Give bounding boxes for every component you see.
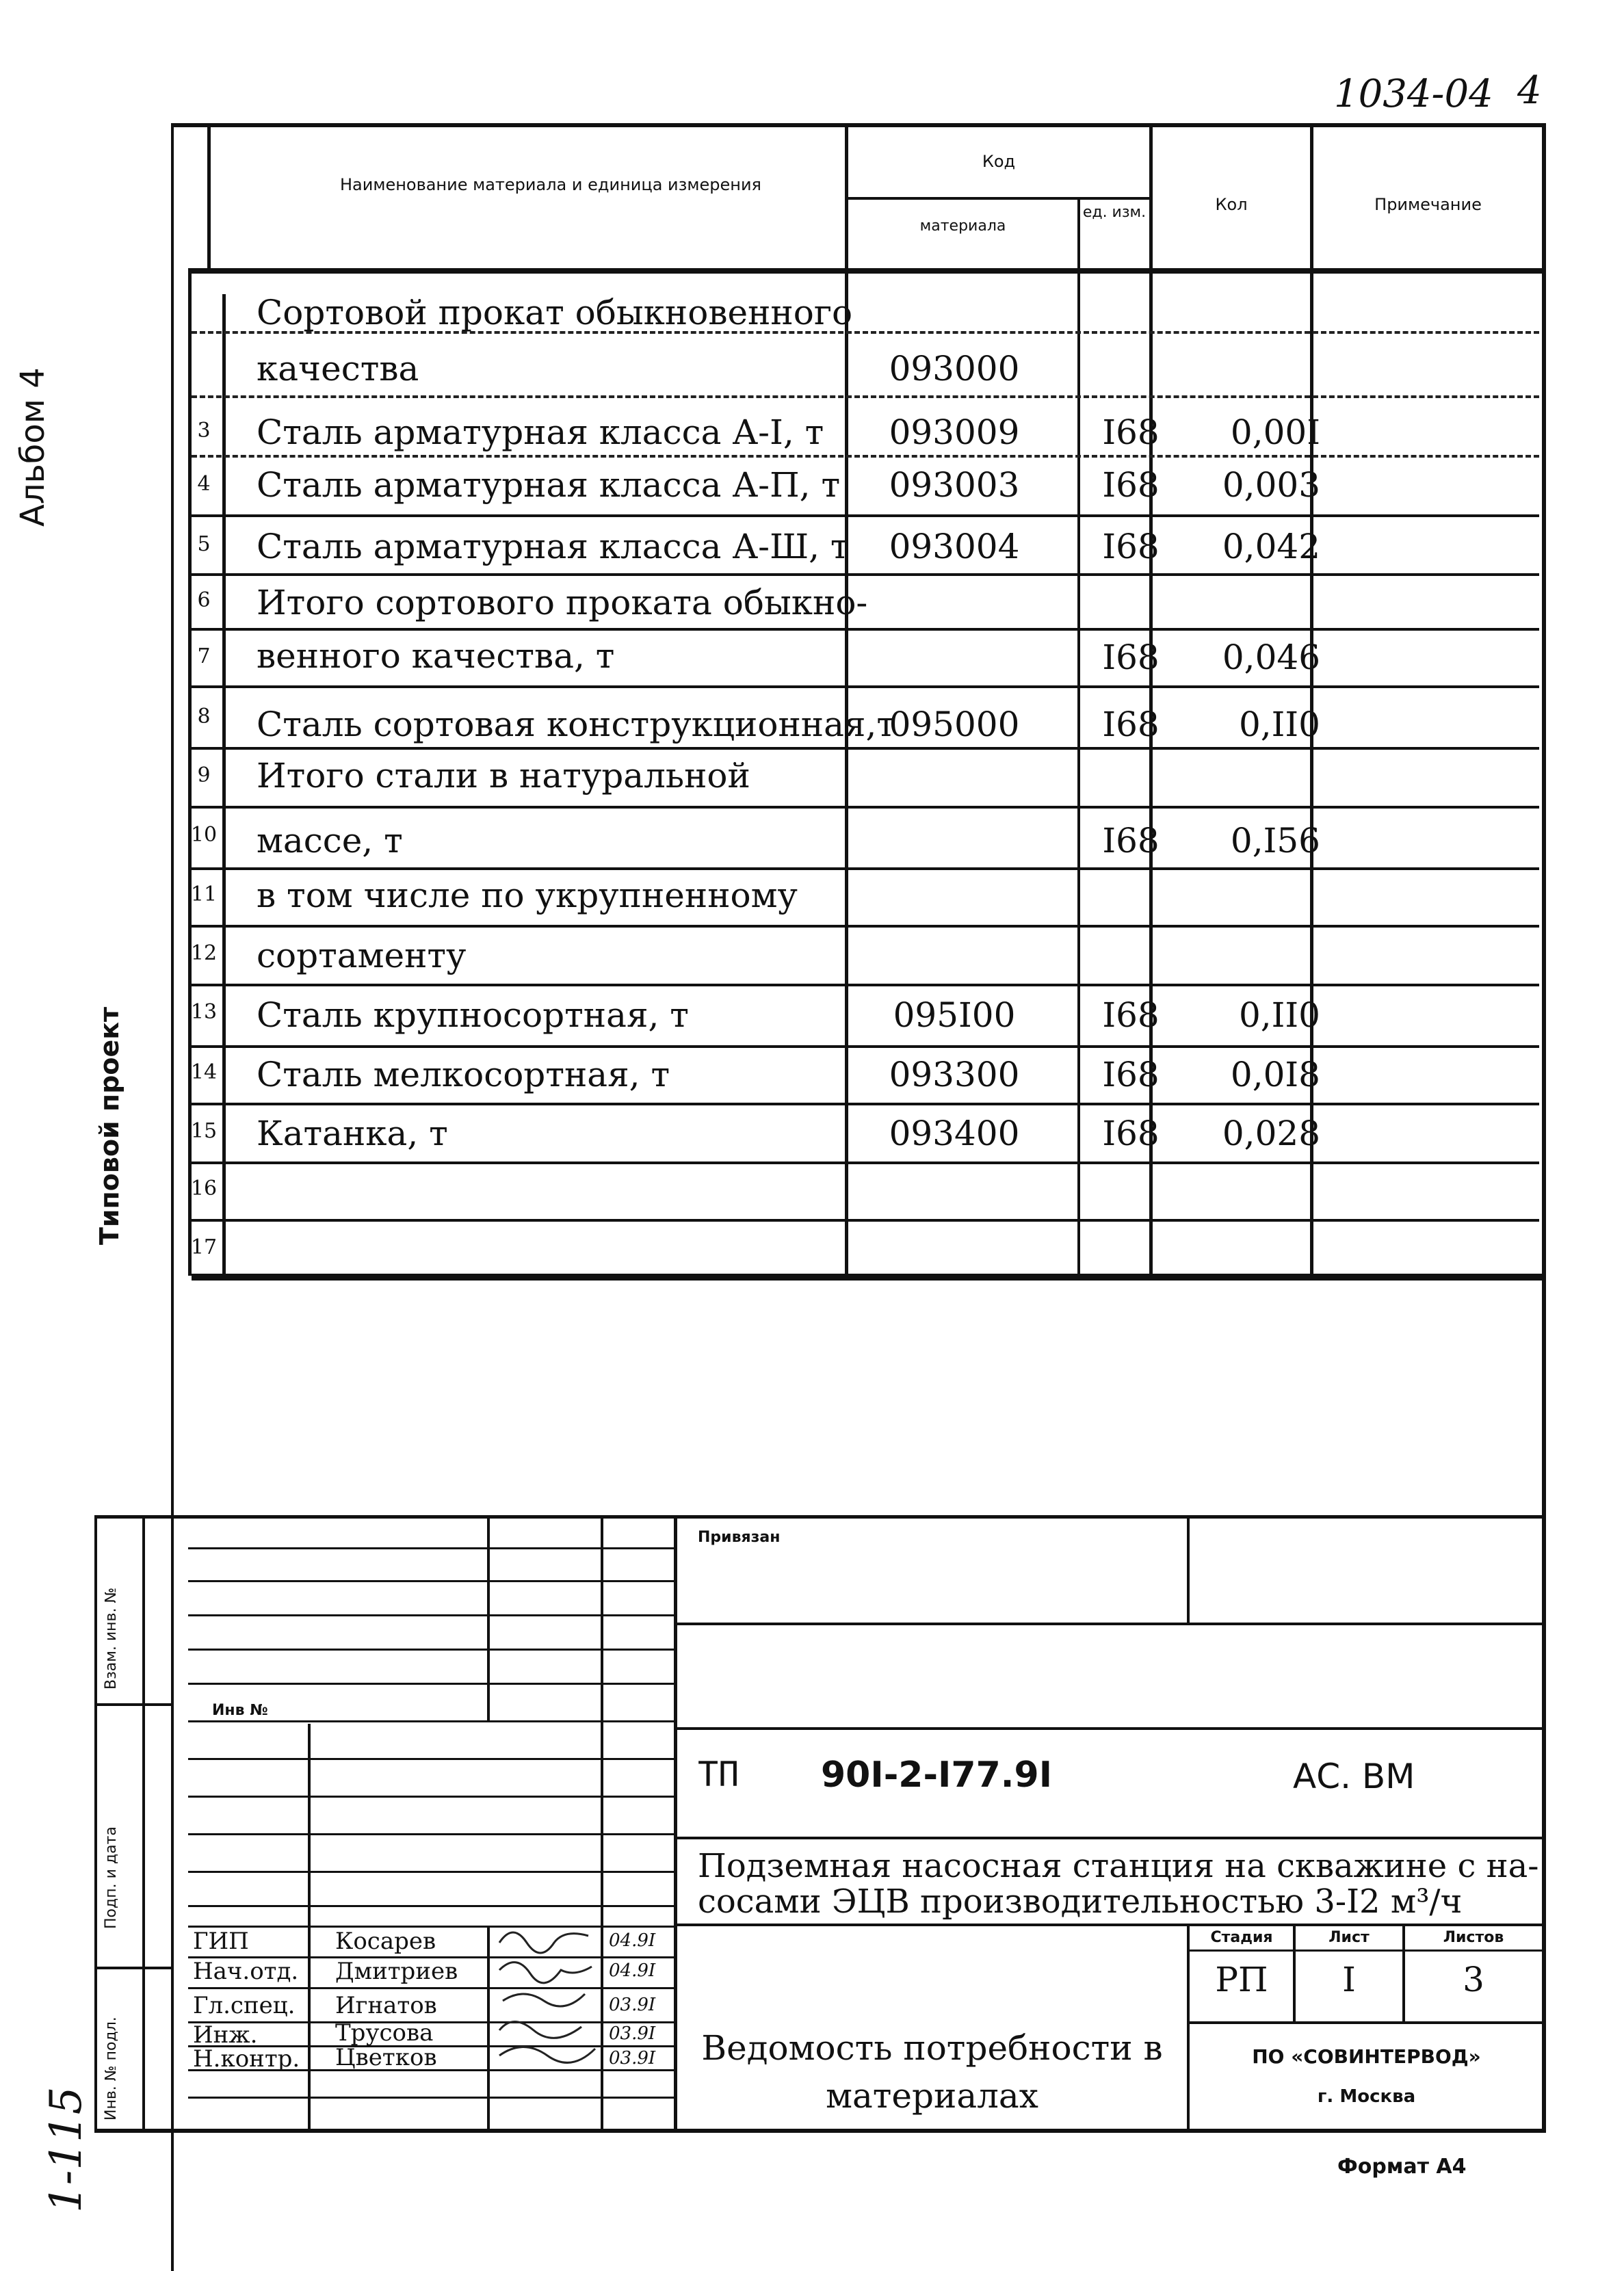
row-unit: I68 — [1102, 995, 1160, 1035]
row-num: 10 — [190, 823, 218, 847]
row-code: 095000 — [889, 705, 1020, 744]
sheet-value: I — [1342, 1960, 1356, 1999]
album-number: 1-115 — [41, 2086, 92, 2213]
row-unit: I68 — [1102, 1055, 1160, 1094]
row-unit: I68 — [1102, 412, 1160, 452]
row-name: Сталь мелкосортная, т — [257, 1055, 670, 1094]
drawing-name-line1: Ведомость потребности в — [701, 2028, 1163, 2068]
row-num: 8 — [197, 705, 211, 728]
row-unit: I68 — [1102, 527, 1160, 566]
signer-date: 03.9I — [609, 2048, 656, 2069]
header-code-group: Код — [982, 152, 1016, 171]
row-name: Сталь сортовая конструкционная,т — [257, 705, 896, 744]
inv-label: Инв № — [212, 1702, 268, 1719]
format-label: Формат А4 — [1337, 2155, 1467, 2179]
tp-label: ТП — [698, 1755, 739, 1794]
drawing-name-line2: материалах — [826, 2076, 1038, 2116]
row-num: 13 — [190, 1000, 218, 1024]
signer-date: 04.9I — [609, 1930, 656, 1951]
row-unit: I68 — [1102, 1114, 1160, 1153]
row-name: сортаменту — [257, 936, 467, 975]
row-code: 093300 — [889, 1055, 1020, 1094]
signer-role: Гл.спец. — [193, 1992, 296, 2019]
row-num: 16 — [190, 1177, 218, 1200]
typical-project-label: Типовой проект — [94, 1006, 125, 1245]
row-num: 5 — [197, 532, 211, 556]
row-qty: 0,I56 — [1230, 821, 1320, 861]
row-code: 093000 — [889, 349, 1020, 389]
page-number: 4 — [1517, 68, 1542, 113]
side-label-replace-inv: Взам. инв. № — [103, 1587, 120, 1690]
stage-value: РП — [1215, 1960, 1268, 1999]
row-num: 11 — [190, 882, 218, 906]
row-code: 093009 — [889, 412, 1020, 452]
row-code: 095I00 — [893, 995, 1016, 1035]
signer-date: 03.9I — [609, 2023, 656, 2044]
row-qty: 0,046 — [1222, 638, 1320, 677]
row-unit: I68 — [1102, 705, 1160, 744]
row-code: 093400 — [889, 1114, 1020, 1153]
signer-role: Н.контр. — [193, 2045, 300, 2073]
row-name: Итого сортового проката обыкно- — [257, 583, 868, 622]
row-qty: 0,00I — [1230, 412, 1320, 452]
row-name: Сталь крупносортная, т — [257, 995, 689, 1035]
bound-label: Привязан — [698, 1529, 781, 1546]
row-qty: 0,028 — [1222, 1114, 1320, 1153]
row-unit: I68 — [1102, 821, 1160, 861]
sheet-mark: 1034-04 — [1334, 72, 1493, 116]
row-num: 12 — [190, 941, 218, 965]
row-num: 9 — [197, 763, 211, 787]
signer-name: Игнатов — [335, 1992, 437, 2019]
header-note: Примечание — [1374, 195, 1482, 214]
row-qty: 0,II0 — [1238, 705, 1320, 744]
row-qty: 0,II0 — [1238, 995, 1320, 1035]
row-name: в том числе по укрупненному — [257, 876, 798, 915]
doc-code: АС. ВМ — [1293, 1757, 1415, 1796]
row-qty: 0,042 — [1222, 527, 1320, 566]
project-title-line2: сосами ЭЦВ производительностью 3-I2 м³/ч — [698, 1882, 1463, 1921]
project-title-line1: Подземная насосная станция на скважине с на- — [698, 1847, 1539, 1885]
row-num: 3 — [197, 419, 211, 443]
row-name: Итого стали в натуральной — [257, 756, 750, 796]
org-city: г. Москва — [1317, 2086, 1416, 2107]
signer-name: Косарев — [335, 1928, 436, 1955]
row-name: Катанка, т — [257, 1114, 448, 1153]
sheet-label: Лист — [1328, 1929, 1370, 1946]
header-quantity: Кол — [1215, 195, 1248, 214]
signer-name: Цветков — [335, 2044, 437, 2071]
signer-name: Трусова — [335, 2019, 434, 2047]
album-label: Альбом 4 — [14, 367, 52, 527]
row-num: 14 — [190, 1060, 218, 1084]
row-name: венного качества, т — [257, 636, 615, 676]
row-unit: I68 — [1102, 465, 1160, 505]
side-label-inv-orig: Инв. № подл. — [103, 2017, 120, 2121]
row-name: Сортовой прокат обыкновенного — [257, 293, 853, 332]
row-name: массе, т — [257, 821, 403, 861]
signer-date: 03.9I — [609, 1995, 656, 2015]
row-name: Сталь арматурная класса А-I, т — [257, 412, 824, 452]
row-code: 093003 — [889, 465, 1020, 505]
row-name: Сталь арматурная класса А-П, т — [257, 465, 841, 505]
signer-role: ГИП — [193, 1928, 249, 1955]
row-unit: I68 — [1102, 638, 1160, 677]
org-name: ПО «СОВИНТЕРВОД» — [1252, 2045, 1481, 2068]
row-name: Сталь арматурная класса А-Ш, т — [257, 527, 850, 566]
row-num: 4 — [197, 472, 211, 496]
signer-role: Нач.отд. — [193, 1958, 299, 1985]
row-num: 7 — [197, 644, 211, 668]
row-qty: 0,0I8 — [1230, 1055, 1320, 1094]
sheets-label: Листов — [1443, 1929, 1504, 1946]
signer-date: 04.9I — [609, 1960, 656, 1981]
signer-name: Дмитриев — [335, 1958, 458, 1985]
doc-number: 90I-2-I77.9I — [821, 1755, 1053, 1796]
sheets-value: 3 — [1463, 1960, 1484, 1999]
row-num: 15 — [190, 1119, 218, 1143]
row-name: качества — [257, 349, 419, 389]
signature-marks — [493, 1915, 602, 2079]
row-num: 17 — [190, 1235, 218, 1259]
header-code-unit: ед. изм. — [1082, 204, 1147, 221]
row-num: 6 — [197, 588, 211, 612]
signer-role: Инж. — [193, 2021, 258, 2049]
row-qty: 0,003 — [1222, 465, 1320, 505]
header-code-material: материала — [919, 218, 1006, 235]
row-code: 093004 — [889, 527, 1020, 566]
header-name-col: Наименование материала и единица измерения — [339, 175, 761, 194]
stage-label: Стадия — [1210, 1929, 1273, 1946]
side-label-sign-date: Подп. и дата — [103, 1826, 120, 1929]
